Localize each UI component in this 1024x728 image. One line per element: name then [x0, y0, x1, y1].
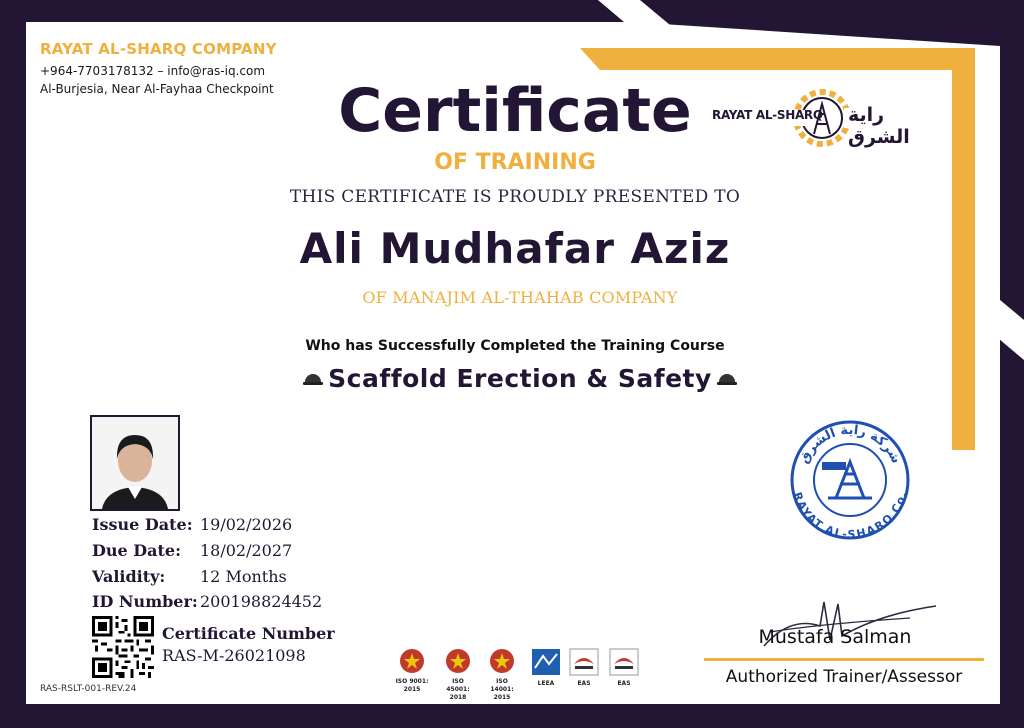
- company-address: Al-Burjesia, Near Al-Fayhaa Checkpoint: [40, 82, 274, 96]
- completion-statement: Who has Successfully Completed the Training Course: [305, 338, 725, 354]
- logo-arabic: راية الشرق: [848, 104, 910, 148]
- course-name: Scaffold Erection & Safety: [328, 363, 712, 393]
- helmet-icon: [716, 369, 738, 387]
- certificate-number-label: Certificate Number: [162, 624, 335, 643]
- iso-45001-badge: [440, 648, 476, 702]
- badge-line1: EAS: [617, 680, 631, 687]
- recipient-photo: [90, 415, 180, 511]
- issue-date-value: 19/02/2026: [200, 515, 293, 534]
- badge-line1: ISO 14001:: [490, 678, 514, 693]
- eas-badge: [606, 648, 642, 688]
- certificate-number-value: RAS-M-26021098: [162, 646, 306, 665]
- eas-logo-icon: [569, 648, 599, 676]
- eas-logo-icon: [609, 648, 639, 676]
- iso-seal-icon: [487, 648, 517, 674]
- leea-logo-icon: [531, 648, 561, 676]
- validity-value: 12 Months: [200, 567, 287, 586]
- badge-line2: 2015: [403, 686, 421, 693]
- stamp-latin-text: RAYAT AL-SHARQ Co.: [790, 490, 910, 542]
- presented-to-text: THIS CERTIFICATE IS PROUDLY PRESENTED TO: [289, 187, 741, 207]
- stamp-arabic-text: شركة راية الشرق: [796, 422, 904, 467]
- badge-line1: ISO 45001:: [446, 678, 470, 693]
- badge-line1: LEEA: [537, 680, 555, 687]
- issue-date-label: Issue Date:: [92, 515, 193, 534]
- validity-label: Validity:: [92, 567, 166, 586]
- helmet-icon: [302, 369, 324, 387]
- eas-badge: [566, 648, 602, 688]
- badge-line2: 2015: [493, 694, 511, 701]
- qr-code-icon[interactable]: [92, 616, 154, 678]
- signatory-title: Authorized Trainer/Assessor: [725, 667, 963, 687]
- id-number-label: ID Number:: [92, 592, 198, 611]
- company-name: RAYAT AL-SHARQ COMPANY: [40, 40, 277, 58]
- iso-seal-icon: [397, 648, 427, 674]
- due-date-label: Due Date:: [92, 541, 181, 560]
- certificate-subtitle: OF TRAINING: [434, 150, 596, 175]
- due-date-value: 18/02/2027: [200, 541, 293, 560]
- recipient-company: OF MANAJIM AL-THAHAB COMPANY: [362, 288, 678, 307]
- logo-latin: RAYAT AL-SHARQ: [712, 108, 823, 122]
- company-stamp: [788, 418, 912, 542]
- badge-line1: EAS: [577, 680, 591, 687]
- revision-code: RAS-RSLT-001-REV.24: [40, 684, 137, 694]
- leea-badge: [528, 648, 564, 688]
- course-row: [280, 360, 760, 396]
- id-number-value: 200198824452: [200, 592, 323, 611]
- signature-divider: [704, 658, 984, 661]
- iso-seal-icon: [443, 648, 473, 674]
- certificate-title: Certificate: [338, 76, 692, 146]
- badge-line1: ISO 9001:: [395, 678, 429, 685]
- recipient-name: Ali Mudhafar Aziz: [299, 224, 731, 273]
- company-logo: [710, 84, 930, 154]
- stamp-seal-icon: [788, 418, 912, 542]
- iso-9001-badge: [394, 648, 430, 694]
- badge-line2: 2018: [449, 694, 467, 701]
- company-contact: +964-7703178132 – info@ras-iq.com: [40, 64, 266, 78]
- iso-14001-badge: [484, 648, 520, 702]
- signatory-name: Mustafa Salman: [758, 626, 912, 648]
